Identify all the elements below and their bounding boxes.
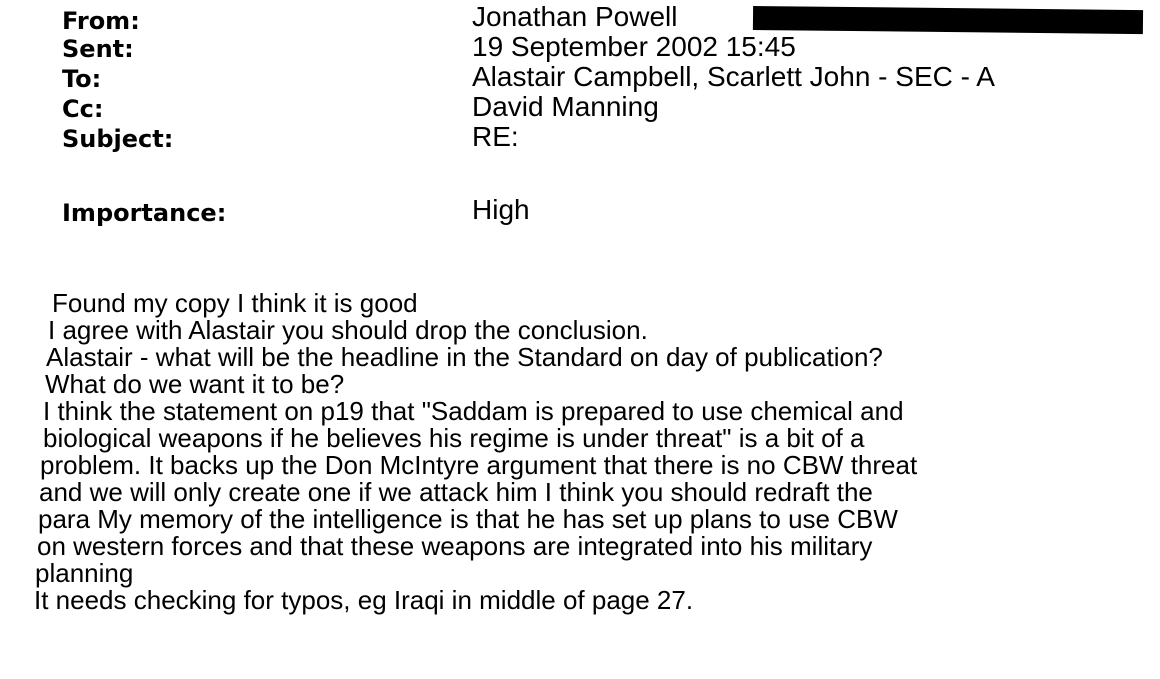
body-line: What do we want it to be? — [45, 369, 345, 399]
subject-value: RE: — [472, 121, 519, 152]
body-line: para My memory of the intelligence is that he has set up plans to use CBW — [38, 504, 898, 534]
to-value: Alastair Campbell, Scarlett John - SEC - A — [472, 61, 995, 92]
to-label: To: — [62, 65, 102, 93]
redaction-bar — [753, 6, 1143, 34]
body-line: Alastair - what will be the headline in the Standard on day of publication? — [46, 342, 883, 372]
importance-value: High — [472, 194, 530, 225]
from-label: From: — [62, 7, 140, 35]
subject-label: Subject: — [62, 125, 174, 153]
cc-value: David Manning — [472, 91, 659, 122]
body-line: I agree with Alastair you should drop the conclusion. — [48, 315, 648, 345]
sent-label: Sent: — [62, 35, 134, 63]
body-line: I think the statement on p19 that "Saddam is prepared to use chemical and — [43, 396, 904, 426]
body-line: problem. It backs up the Don McIntyre argument that there is no CBW threat — [40, 450, 918, 480]
body-line: and we will only create one if we attack him I think you should redraft the — [39, 477, 873, 507]
body-line: It needs checking for typos, eg Iraqi in middle of page 27. — [34, 585, 694, 615]
sent-value: 19 September 2002 15:45 — [472, 31, 796, 62]
body-line: planning — [35, 558, 134, 588]
body-line: Found my copy I think it is good — [52, 288, 418, 318]
body-line: biological weapons if he believes his regime is under threat" is a bit of a — [43, 423, 865, 453]
from-value: Jonathan Powell — [472, 1, 678, 32]
cc-label: Cc: — [62, 95, 104, 123]
body-line: on western forces and that these weapons are integrated into his military — [37, 531, 873, 561]
importance-label: Importance: — [62, 199, 227, 227]
